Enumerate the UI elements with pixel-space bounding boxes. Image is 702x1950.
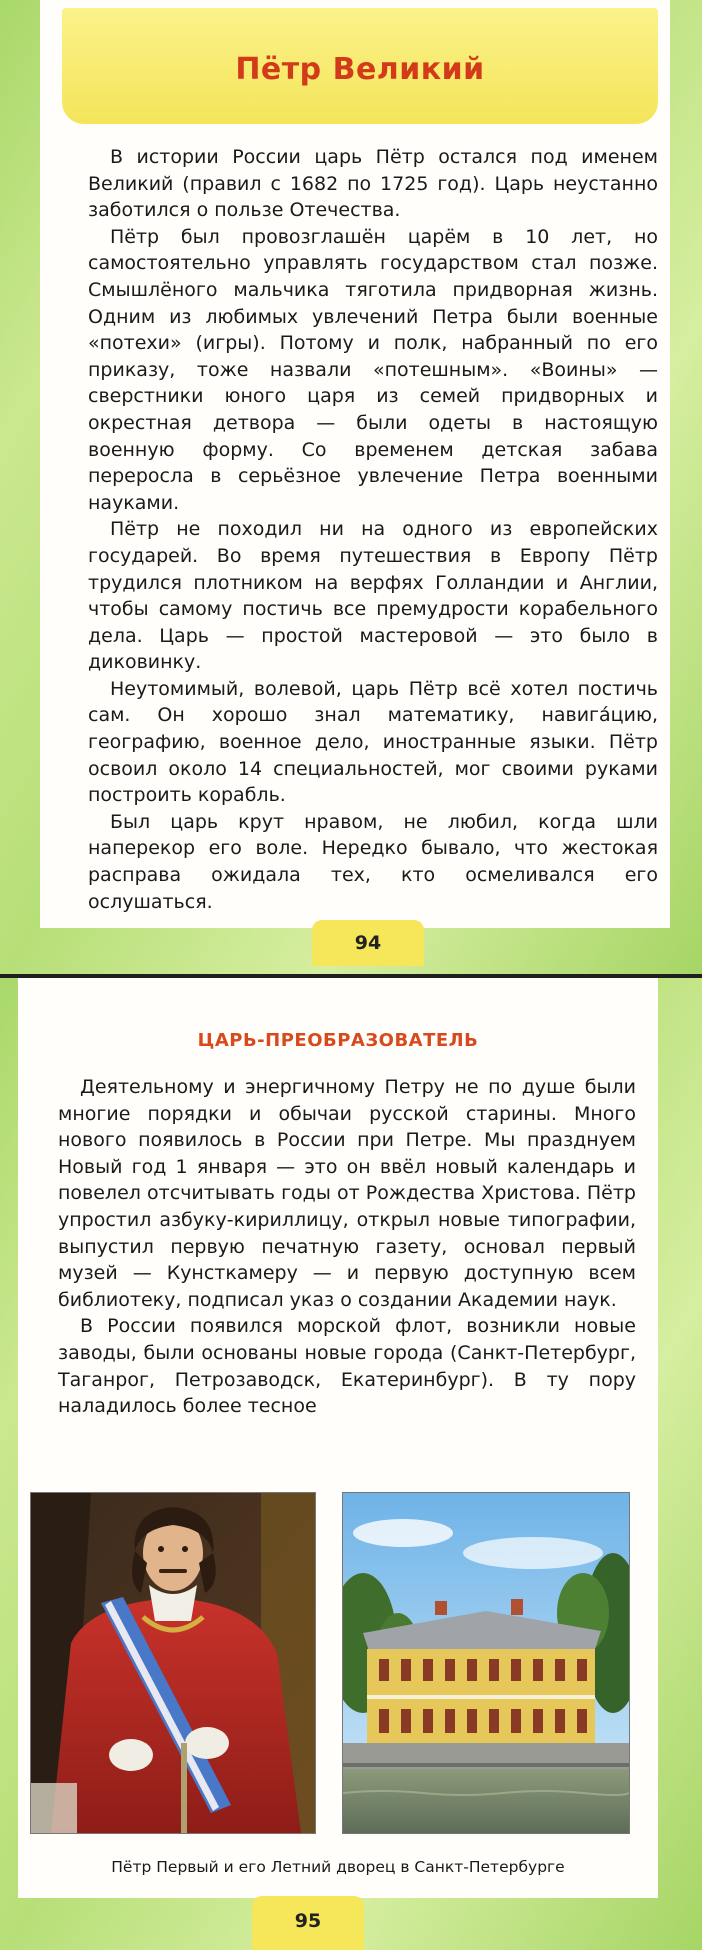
paragraph: Был царь крут нравом, не любил, когда шли наперекор его воле. Нередко бывало, что жестокая расправа ожидала тех, кто осмеливался его ослушаться. [88, 810, 658, 913]
summer-palace-image [342, 1492, 630, 1834]
paragraph: В истории России царь Пётр остался под именем Великий (правил с 1682 по 1725 год). Царь неустанно заботился о пользе Отечества. [88, 146, 658, 222]
paragraph: Неутомимый, волевой, царь Пётр всё хотел постичь сам. Он хорошо знал математику, навигáцию, географию, военное дело, иностранные языки. Пётр освоил около 14 специальностей, мог своими руками построить корабль. [88, 677, 658, 807]
article-text [58, 1074, 636, 1420]
page-number: 95 [252, 1896, 364, 1950]
paragraph: В России появился морской флот, возникли новые заводы, были основаны новые города (Санкт-Петербург, Таганрог, Петрозаводск, Екатеринбург). В ту пору наладилось более тесное [58, 1315, 636, 1418]
page-95 [0, 978, 702, 1950]
paragraph: Пётр не походил ни на одного из европейских государей. Во время путешествия в Европу Пётр трудился плотником на верфях Голландии и Англии, чтобы самому постичь все премудрости корабельного дела. Царь — простой мастеровой — это было в диковинку. [88, 518, 658, 674]
page-number: 94 [312, 920, 424, 966]
paragraph: Пётр был провозглашён царём в 10 лет, но самостоятельно управлять государством стал позже. Смышлёного мальчика тяготила придворная жизнь. Одним из любимых увлечений Петра были военные «потехи» (игры). Потому и полк, набранный по его приказу, тоже назвали «потешным». «Воины» — сверстники юного царя из семей придворных и окрестная детвора — были одеты в настоящую военную форму. Со временем детская забава переросла в серьёзное увлечение Петра военными науками. [88, 225, 658, 514]
portrait-peter-image [30, 1492, 316, 1834]
page-title: Пётр Великий [235, 52, 485, 87]
paragraph: Деятельному и энергичному Петру не по душе были многие порядки и обычаи русской старины. Много нового появилось в России при Петре. Мы празднуем Новый год 1 января — это он ввёл новый календарь и повелел отсчитывать годы от Рождества Христова. Пётр упростил азбуку-кириллицу, открыл новые типографии, выпустил первую печатную газету, основал первый музей — Кунсткамеру — и первую доступную всем библиотеку, подписал указ о создании Академии наук. [58, 1076, 636, 1311]
section-heading: ЦАРЬ-ПРЕОБРАЗОВАТЕЛЬ [197, 1030, 479, 1051]
article-text [88, 144, 658, 915]
figure-caption: Пётр Первый и его Летний дворец в Санкт-Петербурге [111, 1858, 565, 1876]
title-banner [62, 8, 658, 124]
